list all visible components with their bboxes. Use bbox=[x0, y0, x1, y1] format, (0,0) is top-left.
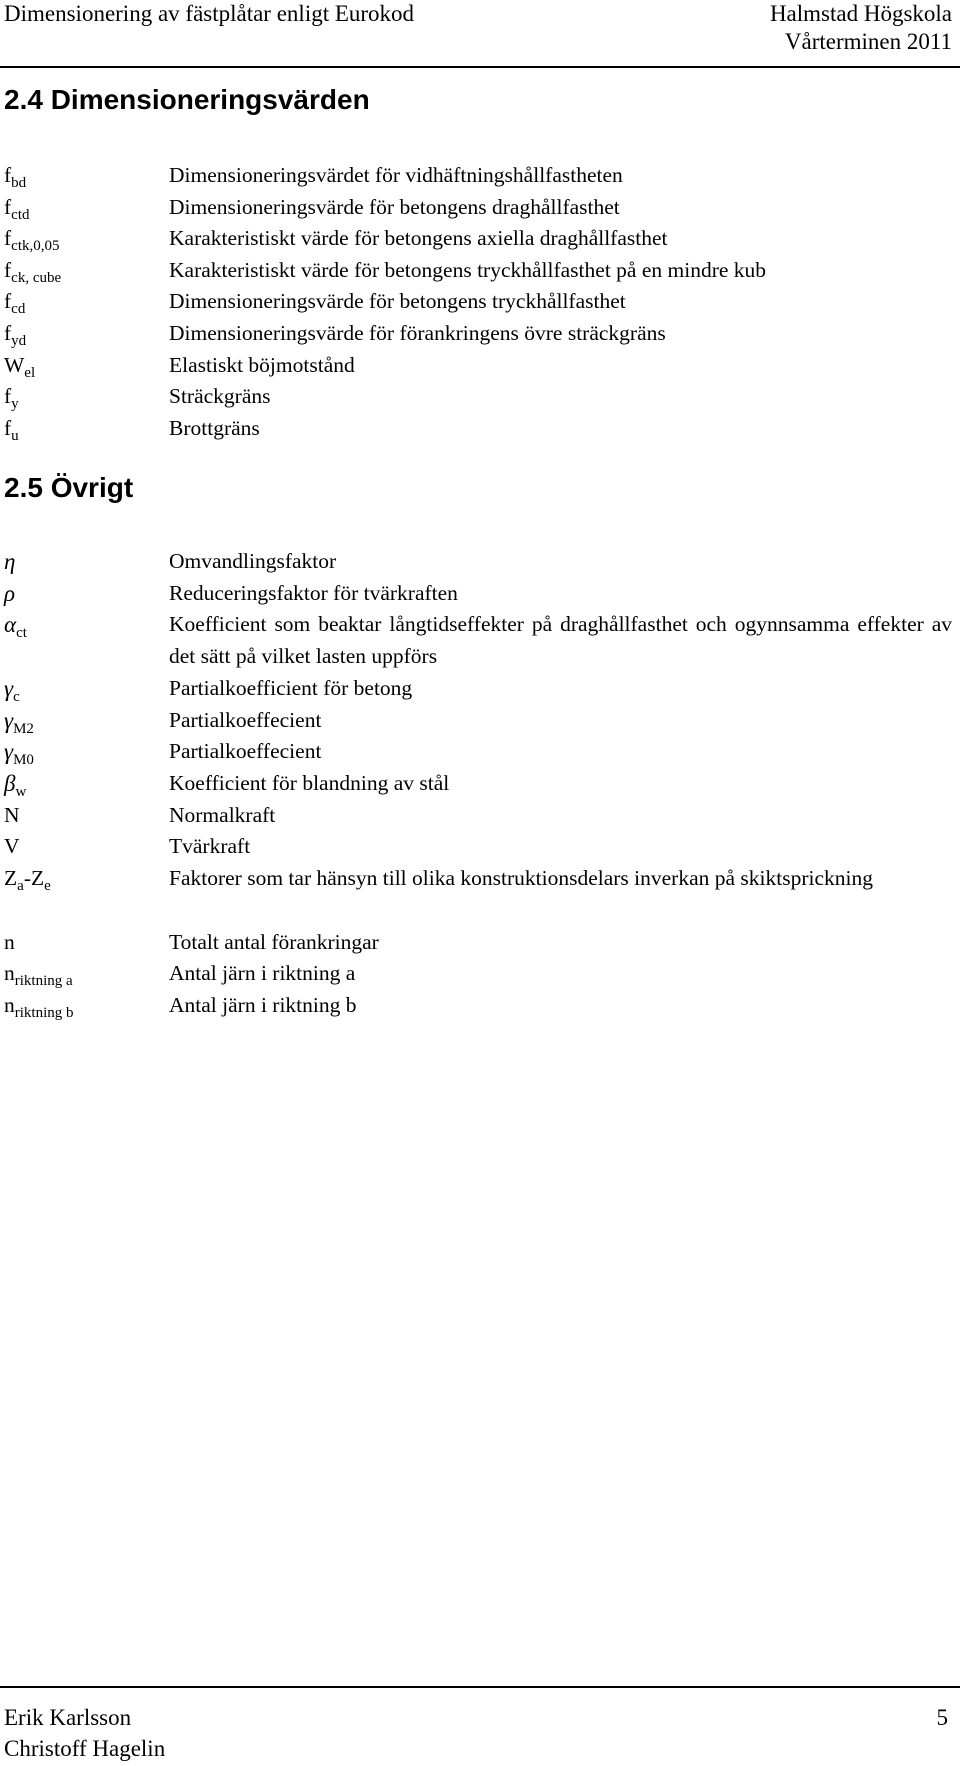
symbol: n bbox=[4, 929, 15, 954]
symbol-description: Brottgräns bbox=[169, 415, 260, 440]
symbol: $f_{ck, cube}$ bbox=[4, 257, 62, 286]
symbol-row bbox=[0, 990, 960, 1022]
term-label: Vårterminen 2011 bbox=[784, 29, 952, 54]
symbol: N bbox=[4, 802, 20, 827]
symbol-list-ovrigt bbox=[0, 546, 960, 1022]
author-name: Christoff Hagelin bbox=[4, 1736, 166, 1761]
symbol: $n_{riktning a}$ bbox=[4, 961, 73, 990]
symbol: $f_u$ bbox=[4, 415, 19, 444]
symbol: $W_{el}$ bbox=[4, 352, 36, 381]
symbol-description: Sträckgräns bbox=[169, 384, 271, 409]
symbol-row bbox=[0, 160, 960, 192]
document-title: Dimensionering av fästplåtar enligt Eurokod bbox=[4, 1, 415, 26]
symbol: ρ bbox=[4, 580, 16, 606]
symbol-description: Partialkoeffecient bbox=[169, 707, 322, 732]
symbol-description: Reduceringsfaktor för tvärkraften bbox=[169, 580, 458, 605]
author-name: Erik Karlsson bbox=[4, 1705, 132, 1730]
symbol-description: Dimensioneringsvärde för betongens tryckhållfasthet bbox=[169, 289, 626, 314]
symbol-row bbox=[0, 381, 960, 413]
symbol-description: Karakteristiskt värde för betongens tryckhållfasthet på en mindre kub bbox=[169, 257, 767, 282]
footer-divider bbox=[0, 1686, 960, 1688]
symbol: $f_{bd}$ bbox=[4, 163, 27, 191]
symbol: $n_{riktning b}$ bbox=[4, 992, 74, 1021]
symbol: $f_y$ bbox=[4, 384, 19, 413]
symbol-description: Karakteristiskt värde för betongens axiella draghållfasthet bbox=[169, 226, 668, 251]
symbol: $Z_a-Z_e$ bbox=[4, 865, 51, 894]
symbol-row bbox=[0, 546, 960, 578]
symbol: $\beta_w$ bbox=[4, 770, 27, 800]
symbol-row bbox=[0, 958, 960, 990]
symbol: $\alpha_{ct}$ bbox=[4, 612, 27, 642]
symbol-row bbox=[0, 255, 960, 287]
symbol: V bbox=[4, 834, 20, 859]
symbol-description: Normalkraft bbox=[169, 802, 276, 827]
symbol-description: Koefficient som beaktar långtidseffekter på draghållfasthet och ogynnsamma effekter av det sätt på vilket lasten uppförs bbox=[169, 612, 952, 668]
symbol-row bbox=[0, 800, 960, 832]
page-header bbox=[0, 0, 960, 68]
header-institution-block bbox=[770, 0, 952, 56]
page-number: 5 bbox=[936, 1705, 948, 1730]
symbol-list-dimensioneringsvarden bbox=[0, 160, 960, 444]
symbol-description: Koefficient för blandning av stål bbox=[169, 770, 450, 795]
symbol-description: Partialkoeffecient bbox=[169, 739, 322, 764]
symbol-row bbox=[0, 927, 960, 959]
institution-name: Halmstad Högskola bbox=[769, 1, 952, 26]
symbol-row bbox=[0, 831, 960, 863]
symbol-row bbox=[0, 736, 960, 768]
symbol-description: Partialkoefficient för betong bbox=[169, 676, 413, 701]
symbol-description: Antal järn i riktning b bbox=[169, 992, 357, 1017]
symbol-description: Faktorer som tar hänsyn till olika konstruktionsdelars inverkan på skiktsprickning bbox=[169, 865, 874, 890]
section-heading-dimensioneringsvarden: 2.4 Dimensioneringsvärden bbox=[4, 84, 370, 115]
section-heading-ovrigt: 2.5 Övrigt bbox=[4, 472, 134, 503]
symbol-row bbox=[0, 705, 960, 737]
symbol-row bbox=[0, 318, 960, 350]
symbol-description: Elastiskt böjmotstånd bbox=[169, 352, 355, 377]
symbol: $f_{ctd}$ bbox=[4, 194, 30, 223]
symbol-description: Dimensioneringsvärde för betongens draghållfasthet bbox=[169, 194, 620, 219]
symbol-description: Antal järn i riktning a bbox=[169, 961, 356, 986]
symbol: $\gamma_c$ bbox=[4, 676, 20, 706]
symbol: $\gamma_{M0}$ bbox=[4, 739, 34, 769]
symbol-row bbox=[0, 768, 960, 800]
symbol-description: Totalt antal förankringar bbox=[169, 929, 379, 954]
symbol-row bbox=[0, 350, 960, 382]
symbol-row bbox=[0, 863, 960, 927]
symbol-row bbox=[0, 192, 960, 224]
symbol-description: Tvärkraft bbox=[169, 834, 251, 859]
page-footer bbox=[0, 1686, 960, 1766]
symbol: $f_{yd}$ bbox=[4, 320, 27, 349]
symbol: η bbox=[4, 549, 16, 574]
symbol: $f_{ctk,0,05}$ bbox=[4, 226, 60, 255]
symbol-description: Dimensioneringsvärde för förankringens övre sträckgräns bbox=[169, 320, 666, 345]
symbol-row bbox=[0, 413, 960, 445]
symbol-row bbox=[0, 223, 960, 255]
symbol-row bbox=[0, 286, 960, 318]
symbol: $f_{cd}$ bbox=[4, 289, 26, 318]
symbol-description: Dimensioneringsvärdet för vidhäftningshållfastheten bbox=[169, 163, 623, 187]
symbol-description: Omvandlingsfaktor bbox=[169, 549, 337, 573]
header-divider bbox=[0, 66, 960, 68]
authors bbox=[4, 1702, 165, 1764]
symbol-row bbox=[0, 673, 960, 705]
symbol-row bbox=[0, 578, 960, 610]
symbol-row bbox=[0, 609, 960, 673]
symbol: $\gamma_{M2}$ bbox=[4, 707, 34, 737]
